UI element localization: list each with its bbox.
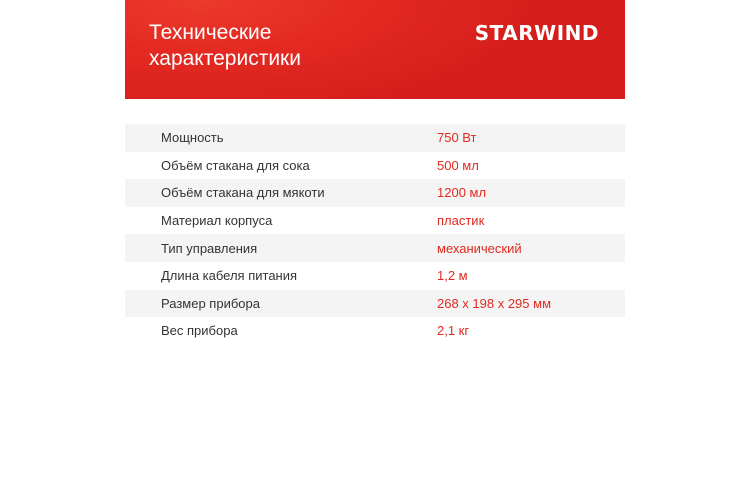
spec-row xyxy=(125,179,625,207)
spec-row xyxy=(125,234,625,262)
spec-label: Размер прибора xyxy=(161,295,260,311)
spec-label: Длина кабеля питания xyxy=(161,268,298,284)
header-banner xyxy=(125,0,625,99)
spec-row xyxy=(125,124,625,152)
spec-value: 500 мл xyxy=(437,157,479,173)
spec-value: 1,2 м xyxy=(437,268,468,284)
spec-row xyxy=(125,152,625,180)
spec-label: Вес прибора xyxy=(161,323,238,339)
spec-row xyxy=(125,207,625,235)
title-line-2: характеристики xyxy=(149,47,301,70)
spec-value: механический xyxy=(437,240,522,256)
spec-value: пластик xyxy=(437,213,485,229)
spec-row xyxy=(125,262,625,290)
brand-logo: STARWIND xyxy=(474,21,599,45)
spec-label: Тип управления xyxy=(161,240,258,256)
spec-label: Материал корпуса xyxy=(161,213,273,229)
spec-value: 2,1 кг xyxy=(437,323,470,339)
spec-card xyxy=(125,0,625,500)
spec-label: Мощность xyxy=(161,130,224,146)
title-line-1: Технические xyxy=(149,21,272,44)
spec-row xyxy=(125,317,625,345)
spec-label: Объём стакана для мякоти xyxy=(161,185,325,201)
spec-value: 268 x 198 x 295 мм xyxy=(437,295,552,311)
spec-value: 1200 мл xyxy=(437,185,487,201)
spec-value: 750 Вт xyxy=(437,130,477,146)
spec-table xyxy=(125,124,625,345)
spec-label: Объём стакана для сока xyxy=(161,157,310,173)
page-title xyxy=(149,20,409,72)
spec-row xyxy=(125,290,625,318)
